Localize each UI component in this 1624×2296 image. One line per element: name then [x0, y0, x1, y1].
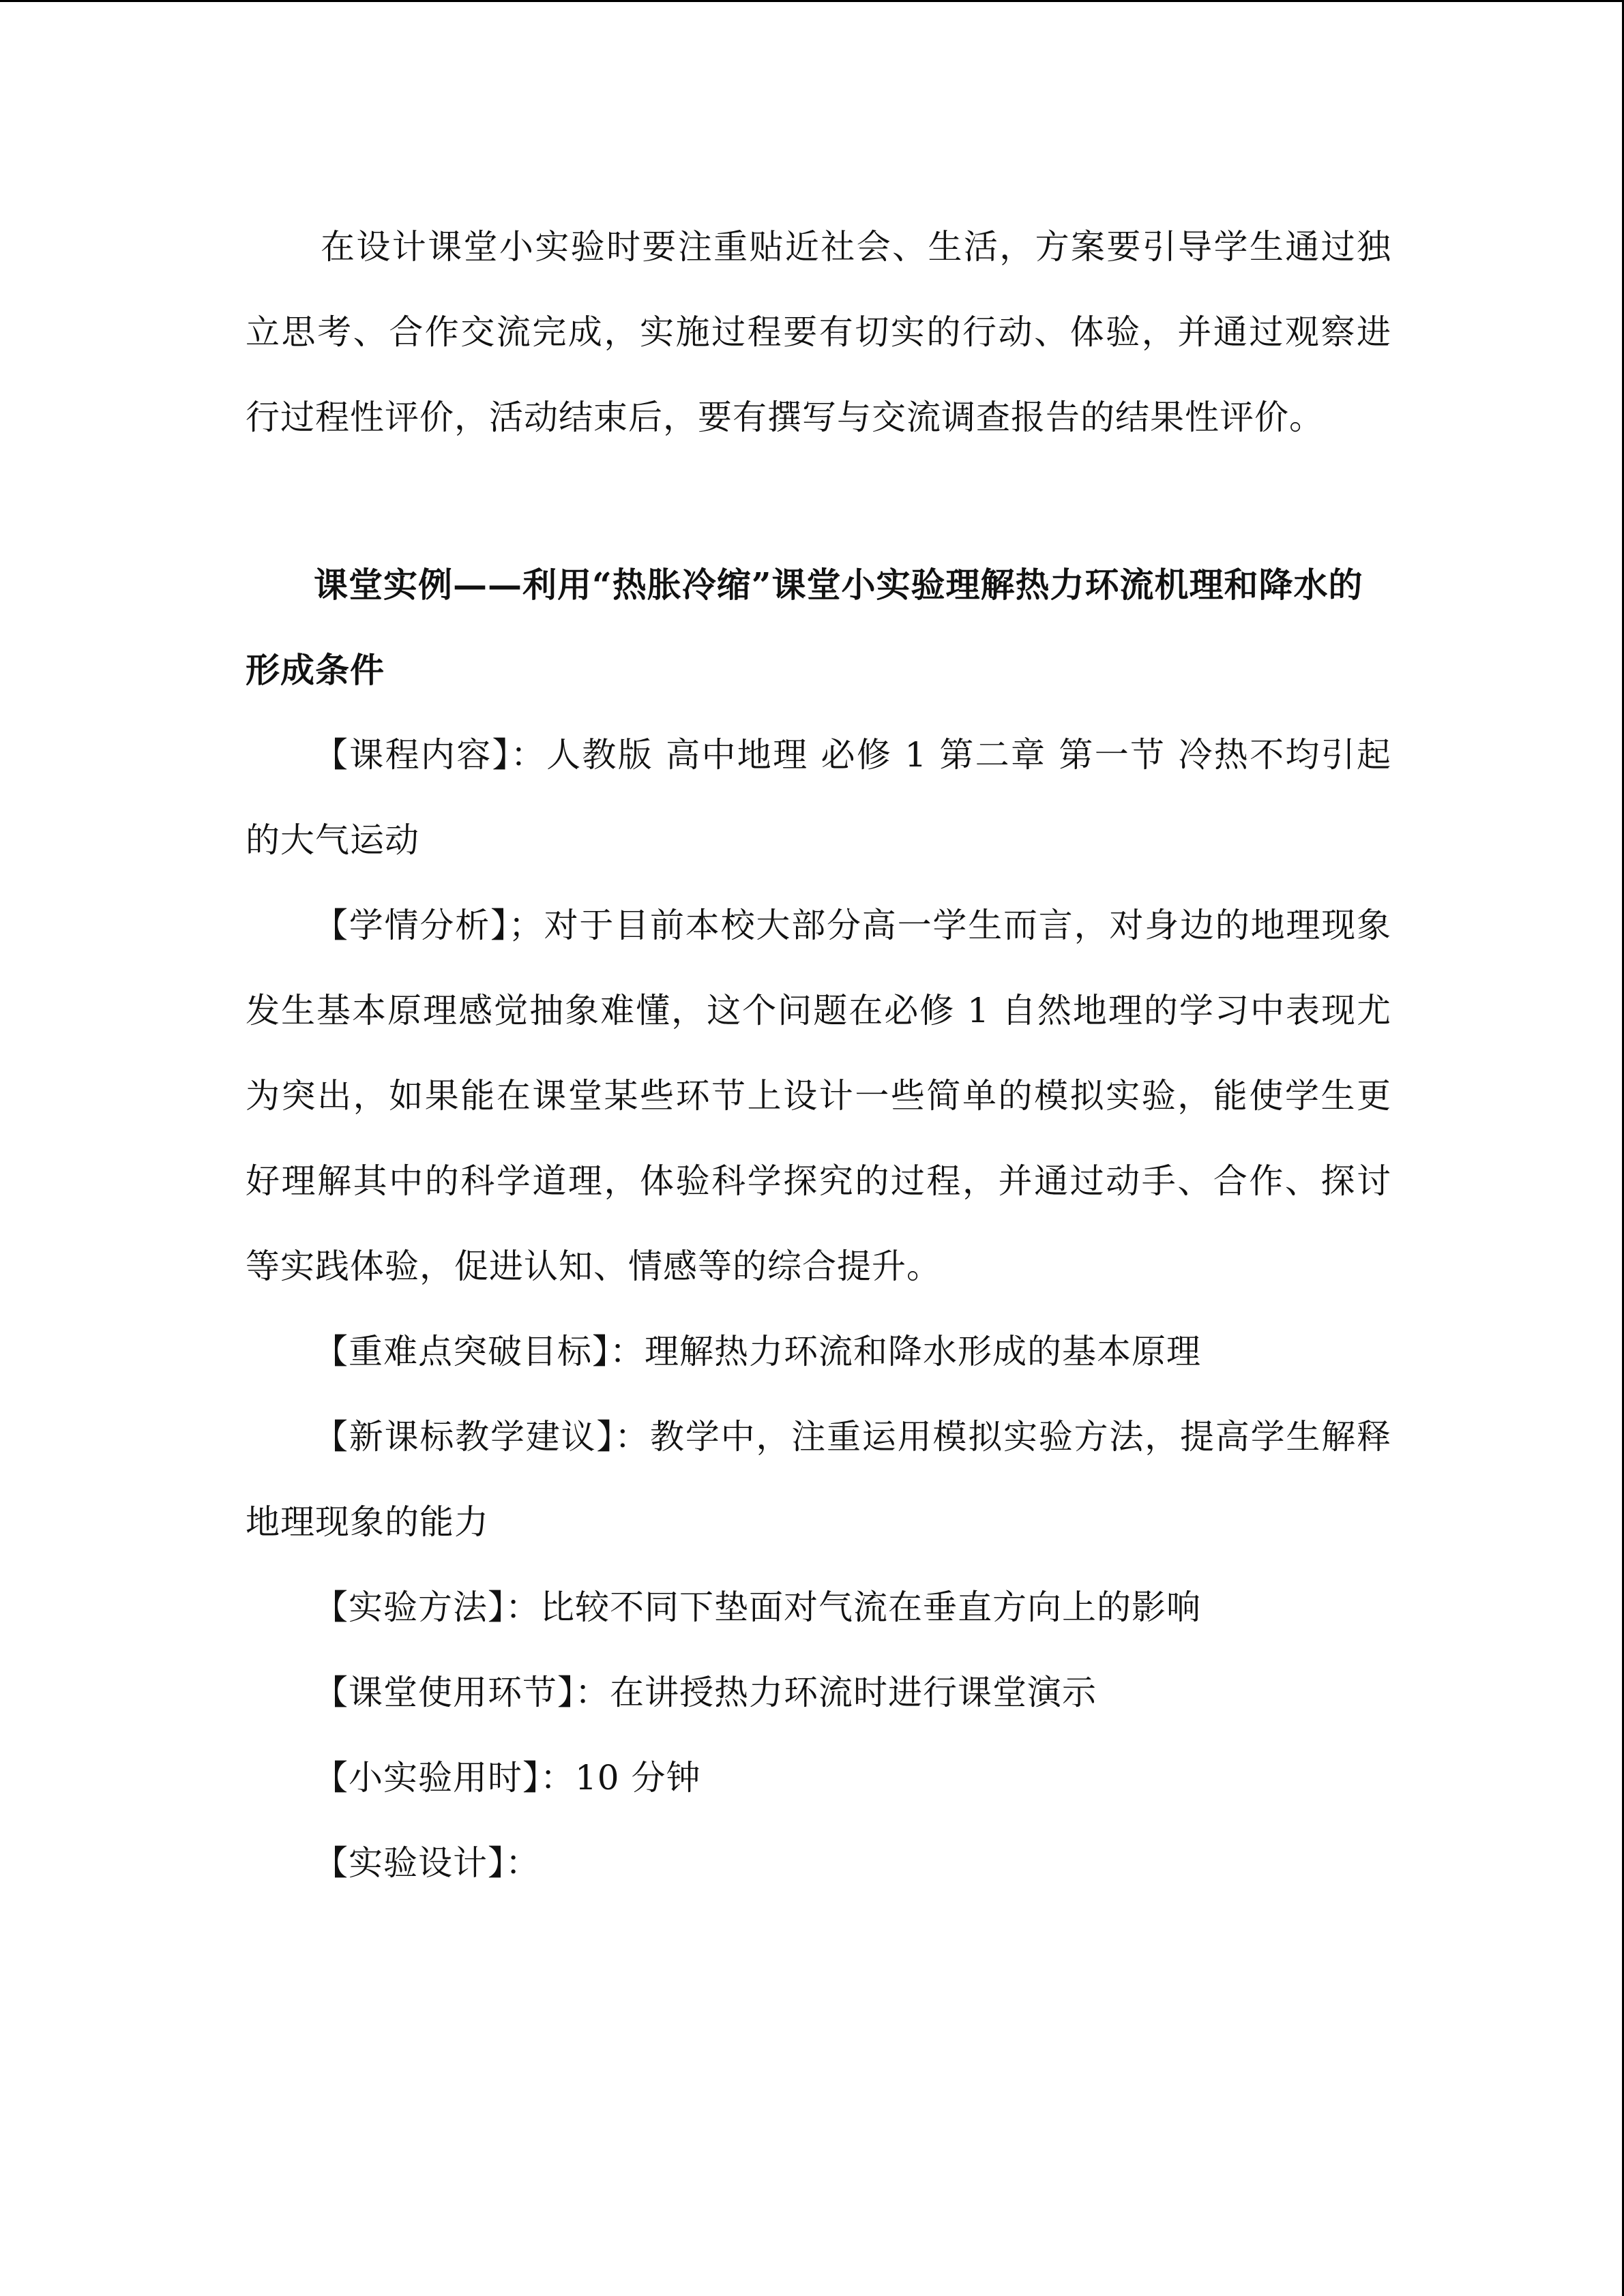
item-label: 【学情分析】；	[314, 906, 544, 945]
item-experiment-design	[246, 1821, 1391, 1906]
item-text: 在讲授热力环流时进行课堂演示	[610, 1673, 1097, 1712]
item-label: 【课堂使用环节】：	[314, 1673, 610, 1712]
item-key-goal	[246, 1309, 1391, 1395]
item-label: 【小实验用时】：	[314, 1758, 575, 1798]
item-text: 对于目前本校大部分高一学生而言，对身边的地理现象发生基本原理感觉抽象难懂，这个问题在必修 1 自然地理的学习中表现尤为突出，如果能在课堂某些环节上设计一些简单的模拟实验，能使学生更好理解其中的科学道理，体验科学探究的过程，并通过动手、合作、探讨等实践体验，促进认知、情感等的综合提升。	[246, 906, 1392, 1286]
item-text: 10 分钟	[575, 1758, 701, 1798]
item-label: 【重难点突破目标】：	[314, 1332, 645, 1371]
item-text: 教学中，注重运用模拟实验方法，提高学生解释地理现象的能力	[246, 1417, 1391, 1542]
item-text: 理解热力环流和降水形成的基本原理	[645, 1332, 1201, 1371]
item-text: 人教版 高中地理 必修 1 第二章 第一节 冷热不均引起的大气运动	[246, 735, 1391, 860]
item-duration	[246, 1735, 1391, 1821]
item-label: 【新课标教学建议】：	[314, 1417, 650, 1457]
item-text: 比较不同下垫面对气流在垂直方向上的影响	[540, 1587, 1201, 1627]
item-label: 【实验设计】：	[314, 1843, 540, 1883]
item-experiment-method	[246, 1565, 1391, 1650]
item-label: 【课程内容】：	[314, 735, 547, 775]
item-learning-analysis	[246, 883, 1391, 1309]
item-class-stage	[246, 1650, 1391, 1735]
section-heading: 课堂实例——利用“热胀冷缩”课堂小实验理解热力环流机理和降水的形成条件	[246, 565, 1363, 690]
item-curriculum-suggestion	[246, 1395, 1391, 1565]
document-body	[246, 205, 1391, 1906]
item-label: 【实验方法】：	[314, 1587, 540, 1627]
item-course-content	[246, 713, 1391, 883]
intro-paragraph: 在设计课堂小实验时要注重贴近社会、生活，方案要引导学生通过独立思考、合作交流完成，实施过程要有切实的行动、体验，并通过观察进行过程性评价，活动结束后，要有撰写与交流调查报告的结果性评价。	[246, 227, 1391, 437]
